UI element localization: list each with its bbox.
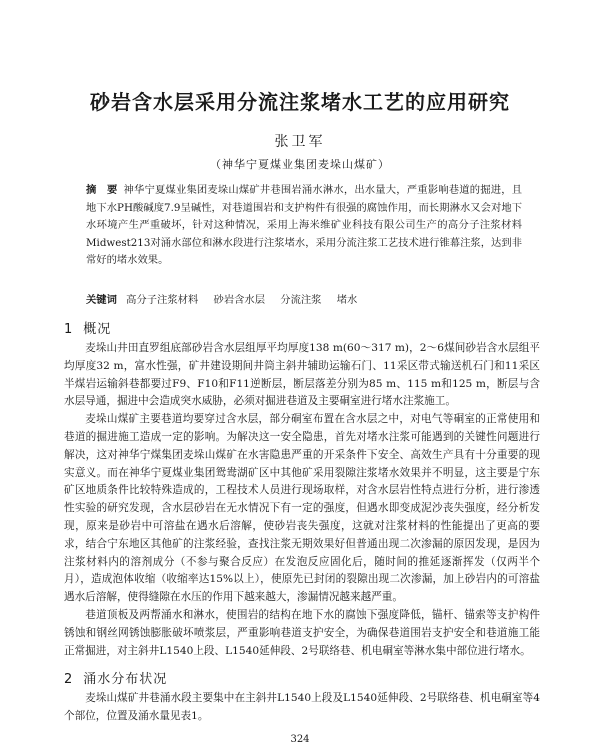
- keyword-item: 分流注浆: [280, 294, 322, 306]
- section-2-heading: [64, 668, 167, 687]
- keywords-block: [86, 291, 522, 306]
- page-number: 324: [290, 734, 310, 745]
- body-paragraph: 麦垛山井田直罗组底部砂岩含水层组厚平均厚度138 m(60～317 m)，2～6煤间砂岩含水层组平均厚度32 m，富水性强，矿井建设期间井筒主斜井辅助运输石门、11采区带式输送机石门和11采区半煤岩运输斜巷都要过F9、F10和F11逆断层，断层落差分别为85 m、115 m和125 m，断层与含水层导通，掘进中会造成突水威胁，必须对掘进巷道及主要硐室进行堵水注浆施工。: [64, 342, 540, 408]
- abstract-text: 神华宁夏煤业集团麦垛山煤矿井巷围岩涌水淋水，出水量大，严重影响巷道的掘进，且地下水PH酸碱度7.9呈碱性，对巷道围岩和支护构件有很强的腐蚀作用，而长期淋水又会对地下水环境产生严重破坏，针对这种情况，采用上海米维矿业科技有限公司生产的高分子注浆材料Midwest213对涌水部位和淋水段进行注浆堵水，采用分流注浆工艺技术进行锥幕注浆，达到非常好的堵水效果。: [86, 184, 523, 266]
- body-paragraph: 麦垛山煤矿主要巷道均要穿过含水层，部分硐室布置在含水层之中，对电气等硐室的正常使用和巷道的掘进施工造成一定的影响。为解决这一安全隐患，首先对堵水注浆可能遇到的关键性问题进行解决，这对神华宁煤集团麦垛山煤矿在水害隐患严重的开采条件下安全、高效生产具有十分重要的现实意义。而在神华宁夏煤业集团鸳鸯湖矿区中其他矿采用裂隙注浆堵水效果并不明显，这主要是宁东矿区地质条件比较特殊造成的，工程技术人员进行现场取样，对含水层岩性特点进行分析，进行渗透性实验的研究发现，含水层砂岩在无水情况下有一定的强度，但遇水即变成泥沙丧失强度，经分析发现，原来是砂岩中可溶盐在遇水后溶解，使砂岩丧失强度，这就对注浆材料的性能提出了更高的要求，结合宁东地区其他矿的注浆经验，查找注浆无期效果好但普通出现二次渗漏的原因发现，是因为注浆材料内的溶剂成分（不参与聚合反应）在发泡反应固化后，随时间的推延逐渐挥发（仅两半个月），造成泡体收缩（收缩率达15%以上），使原先已封闭的裂隙出现二次渗漏，加上砂岩内的可溶盐遇水后溶解，使得缝隙在水压的作用下越来越大，渗漏情况越来越严重。: [64, 413, 540, 604]
- body-paragraph: 巷道顶板及两帮涌水和淋水，使围岩的结构在地下水的腐蚀下强度降低，锚杆、锚索等支护构件锈蚀和钢丝网锈蚀膨胀破坏喷浆层，严重影响巷道支护安全，为确保巷道围岩支护安全和巷道施工能正常掘进，对主斜井L1540上段、L1540延伸段、2号联络巷、机电硐室等淋水集中部位进行堵水。: [64, 608, 540, 657]
- body-paragraph: 麦垛山煤矿井巷涌水段主要集中在主斜井L1540上段及L1540延伸段、2号联络巷、机电硐室等4个部位，位置及涌水量见表1。: [64, 692, 540, 722]
- keyword-item: 砂岩含水层: [213, 294, 266, 306]
- section-title: 涌水分布状况: [83, 672, 168, 687]
- section-number: 1: [64, 322, 74, 337]
- author-name: 张卫军: [274, 134, 326, 150]
- section-number: 2: [64, 672, 74, 687]
- keywords-label: 关键词: [86, 294, 117, 306]
- abstract-label: 摘 要: [86, 184, 118, 196]
- author-affiliation: （神华宁夏煤业集团麦垛山煤矿）: [210, 158, 390, 171]
- section-1-heading: [64, 318, 111, 337]
- section-1-body: [64, 340, 540, 660]
- paper-title: 砂岩含水层采用分流注浆堵水工艺的应用研究: [90, 90, 510, 114]
- abstract-block: [86, 182, 522, 270]
- section-2-body: [64, 690, 540, 726]
- keyword-item: 堵水: [336, 294, 358, 306]
- section-title: 概况: [83, 322, 112, 337]
- keyword-item: 高分子注浆材料: [126, 294, 199, 306]
